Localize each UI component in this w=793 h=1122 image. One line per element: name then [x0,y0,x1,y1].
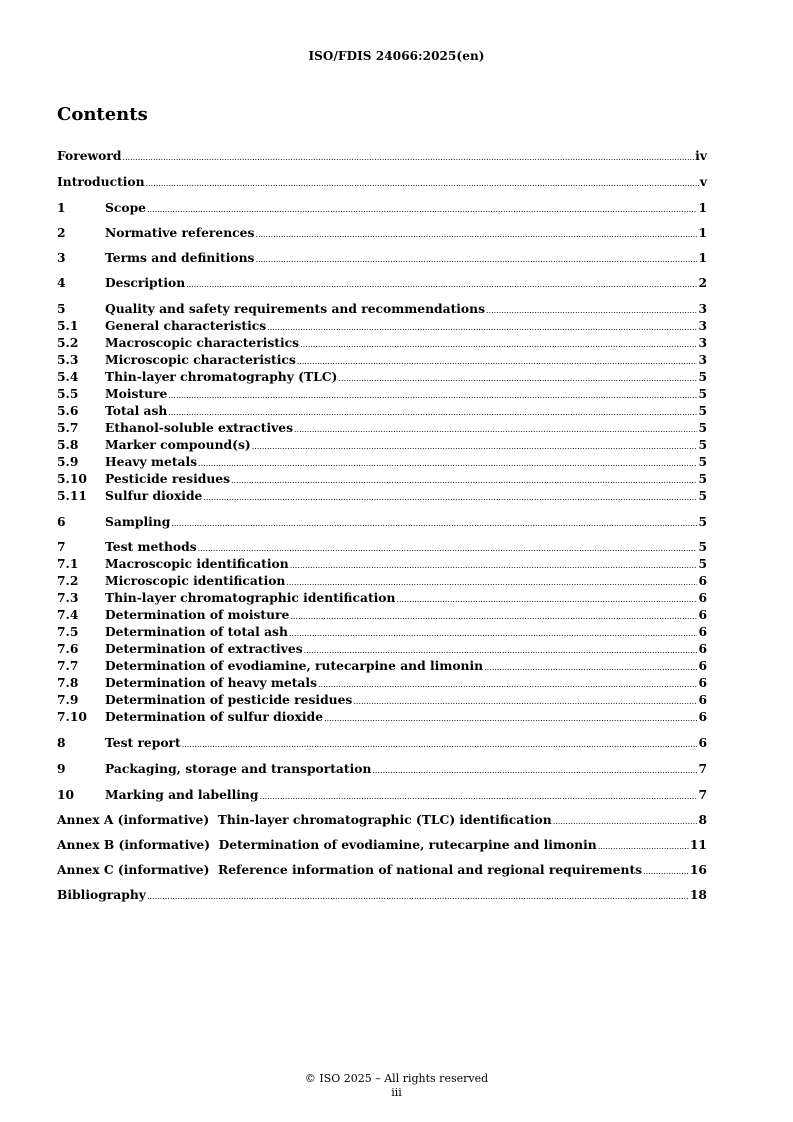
toc-entry[interactable] [57,514,707,530]
toc-entry-page: 7 [698,787,707,802]
toc-entry-label: Macroscopic characteristics [105,335,300,350]
page-title: Contents [57,104,148,125]
dot-leader [255,227,697,243]
dot-leader [484,660,697,676]
toc-entry-number: 7.3 [57,590,79,605]
toc-entry-page: 5 [698,539,707,554]
toc-entry-number: 5.11 [57,488,87,503]
toc-entry-page: 6 [698,573,707,588]
toc-entry-number: 5.5 [57,386,79,401]
dot-leader [146,176,699,192]
toc-entry-label: Thin-layer chromatographic identification [105,590,396,605]
toc-entry-number: 7.2 [57,573,79,588]
toc-entry[interactable] [57,301,707,317]
toc-entry[interactable] [57,812,707,828]
dot-leader [396,592,697,608]
dot-leader [255,252,697,268]
toc-entry-page: 6 [698,658,707,673]
dot-leader [259,789,697,805]
toc-entry-label: Foreword [57,148,122,163]
toc-entry-number: 7.9 [57,692,79,707]
dot-leader [231,473,697,489]
toc-entry[interactable] [57,471,707,487]
toc-entry-page: 11 [689,837,707,852]
toc-entry-number: 5.2 [57,335,79,350]
toc-entry[interactable] [57,403,707,419]
toc-entry-label: Total ash [105,403,168,418]
toc-entry-page: 5 [698,369,707,384]
dot-leader [171,516,697,532]
toc-entry-number: 7.8 [57,675,79,690]
toc-entry-label: Sulfur dioxide [105,488,203,503]
toc-entry[interactable] [57,735,707,751]
dot-leader [290,558,698,574]
toc-entry-label: Microscopic identification [105,573,286,588]
toc-entry[interactable] [57,709,707,725]
dot-leader [286,575,697,591]
toc-entry[interactable] [57,761,707,777]
toc-entry[interactable] [57,250,707,266]
toc-entry[interactable] [57,862,707,878]
dot-leader [486,303,697,319]
toc-entry-number: 9 [57,761,66,776]
toc-entry[interactable] [57,369,707,385]
toc-entry-label: Determination of pesticide residues [105,692,353,707]
toc-entry-label: Determination of total ash [105,624,288,639]
toc-entry-label: Description [105,275,186,290]
toc-entry-label: Microscopic characteristics [105,352,296,367]
toc-entry[interactable] [57,174,707,190]
toc-entry-page: 5 [698,556,707,571]
toc-entry-number: 2 [57,225,66,240]
toc-entry[interactable] [57,539,707,555]
toc-entry-number: 1 [57,200,66,215]
toc-entry-number: 5.4 [57,369,79,384]
toc-entry-number: 5.6 [57,403,79,418]
page-number: iii [391,1086,402,1099]
toc-entry-label: Marker compound(s) [105,437,251,452]
dot-leader [304,643,698,659]
toc-entry-page: 5 [698,437,707,452]
dot-leader [289,626,698,642]
toc-entry-number: 7.10 [57,709,87,724]
toc-entry-number: 5.7 [57,420,79,435]
toc-entry[interactable] [57,488,707,504]
toc-entry-label: Terms and definitions [105,250,255,265]
dot-leader [324,711,697,727]
dot-leader [290,609,697,625]
toc-entry-page: 2 [698,275,707,290]
dot-leader [122,150,694,166]
toc-entry[interactable] [57,556,707,572]
toc-entry-number: 7.6 [57,641,79,656]
toc-entry-page: 6 [698,624,707,639]
toc-entry-number: 6 [57,514,66,529]
toc-entry-number: 7.1 [57,556,79,571]
toc-entry-number: 7.4 [57,607,79,622]
toc-entry[interactable] [57,386,707,402]
dot-leader [182,737,698,753]
toc-entry[interactable] [57,641,707,657]
toc-entry-number: 5.1 [57,318,79,333]
toc-entry[interactable] [57,624,707,640]
dot-leader [353,694,697,710]
dot-leader [168,388,697,404]
toc-entry-number: 5.3 [57,352,79,367]
toc-entry-page: 6 [698,709,707,724]
toc-entry-page: 16 [689,862,707,877]
toc-entry[interactable] [57,692,707,708]
page-footer [0,1072,793,1100]
toc-entry-label: Test methods [105,539,197,554]
toc-entry-label: Determination of moisture [105,607,290,622]
dot-leader [318,677,697,693]
toc-entry-number: 5.9 [57,454,79,469]
toc-entry-number: 7 [57,539,66,554]
toc-entry-page: v [699,174,707,189]
dot-leader [297,354,698,370]
toc-entry-page: 18 [689,887,707,902]
toc-entry-page: 3 [698,335,707,350]
toc-entry-label: Scope [105,200,146,215]
toc-entry-number: 7.5 [57,624,79,639]
toc-entry-page: 6 [698,607,707,622]
toc-entry-label: Annex B (informative) Determination of evodiamine, rutecarpine and limonin [57,837,597,852]
toc-entry[interactable] [57,148,707,164]
toc-entry-label: Determination of sulfur dioxide [105,709,324,724]
toc-entry-label: Bibliography [57,887,146,902]
copyright-notice: © ISO 2025 – All rights reserved [304,1072,489,1085]
toc-entry-label: Annex C (informative) Reference information of national and regional requirements [57,862,643,877]
toc-entry-number: 4 [57,275,66,290]
toc-entry-label: General characteristics [105,318,267,333]
dot-leader [300,337,697,353]
toc-entry-page: 5 [698,403,707,418]
toc-entry-label: Macroscopic identification [105,556,289,571]
toc-entry-label: Moisture [105,386,168,401]
toc-entry-page: 6 [698,735,707,750]
document-header: ISO/FDIS 24066:2025(en) [308,49,485,63]
dot-leader [267,320,697,336]
dot-leader [372,763,697,779]
toc-entry[interactable] [57,573,707,589]
toc-entry-page: 5 [698,488,707,503]
toc-entry-page: 5 [698,471,707,486]
dot-leader [186,277,697,293]
toc-entry-page: 5 [698,454,707,469]
dot-leader [294,422,697,438]
toc-entry-page: 1 [698,225,707,240]
toc-entry-label: Pesticide residues [105,471,231,486]
toc-entry[interactable] [57,887,707,903]
toc-entry-page: 5 [698,386,707,401]
toc-entry[interactable] [57,200,707,216]
toc-entry-number: 5 [57,301,66,316]
toc-entry-page: iv [695,148,707,163]
toc-entry-number: 8 [57,735,66,750]
toc-entry-label: Ethanol-soluble extractives [105,420,294,435]
toc-entry-number: 5.8 [57,437,79,452]
toc-entry-page: 7 [698,761,707,776]
toc-entry-label: Marking and labelling [105,787,259,802]
toc-entry-label: Thin-layer chromatography (TLC) [105,369,338,384]
toc-entry-label: Test report [105,735,181,750]
toc-entry[interactable] [57,454,707,470]
dot-leader [198,541,698,557]
toc-entry-page: 3 [698,352,707,367]
toc-entry-label: Packaging, storage and transportation [105,761,372,776]
toc-entry-number: 3 [57,250,66,265]
toc-entry[interactable] [57,275,707,291]
toc-entry[interactable] [57,352,707,368]
toc-entry-label: Normative references [105,225,255,240]
toc-entry-page: 5 [698,420,707,435]
toc-entry[interactable] [57,837,707,853]
toc-entry[interactable] [57,607,707,623]
dot-leader [598,839,689,855]
toc-entry-page: 1 [698,250,707,265]
toc-entry-label: Determination of extractives [105,641,303,656]
toc-entry-page: 6 [698,590,707,605]
toc-entry-page: 3 [698,318,707,333]
toc-entry-label: Annex A (informative) Thin-layer chromatographic (TLC) identification [57,812,552,827]
toc-entry-page: 8 [698,812,707,827]
toc-entry-label: Heavy metals [105,454,198,469]
dot-leader [203,490,697,506]
dot-leader [643,864,689,880]
dot-leader [168,405,697,421]
toc-entry-label: Sampling [105,514,171,529]
toc-entry[interactable] [57,787,707,803]
toc-entry-label: Determination of heavy metals [105,675,317,690]
toc-entry-page: 3 [698,301,707,316]
toc-entry[interactable] [57,437,707,453]
toc-entry-page: 6 [698,641,707,656]
toc-entry-number: 5.10 [57,471,87,486]
toc-entry[interactable] [57,335,707,351]
toc-entry-page: 6 [698,692,707,707]
dot-leader [338,371,697,387]
toc-entry-number: 10 [57,787,75,802]
toc-entry[interactable] [57,675,707,691]
dot-leader [553,814,698,830]
toc-entry-page: 6 [698,675,707,690]
toc-entry[interactable] [57,658,707,674]
toc-entry-label: Determination of evodiamine, rutecarpine and limonin [105,658,484,673]
toc-entry[interactable] [57,420,707,436]
toc-entry[interactable] [57,225,707,241]
toc-entry-page: 5 [698,514,707,529]
toc-entry[interactable] [57,318,707,334]
dot-leader [147,202,697,218]
dot-leader [252,439,698,455]
toc-entry-label: Introduction [57,174,145,189]
toc-entry-number: 7.7 [57,658,79,673]
dot-leader [147,889,689,905]
toc-entry[interactable] [57,590,707,606]
dot-leader [198,456,697,472]
toc-entry-page: 1 [698,200,707,215]
toc-entry-label: Quality and safety requirements and recommendations [105,301,485,316]
